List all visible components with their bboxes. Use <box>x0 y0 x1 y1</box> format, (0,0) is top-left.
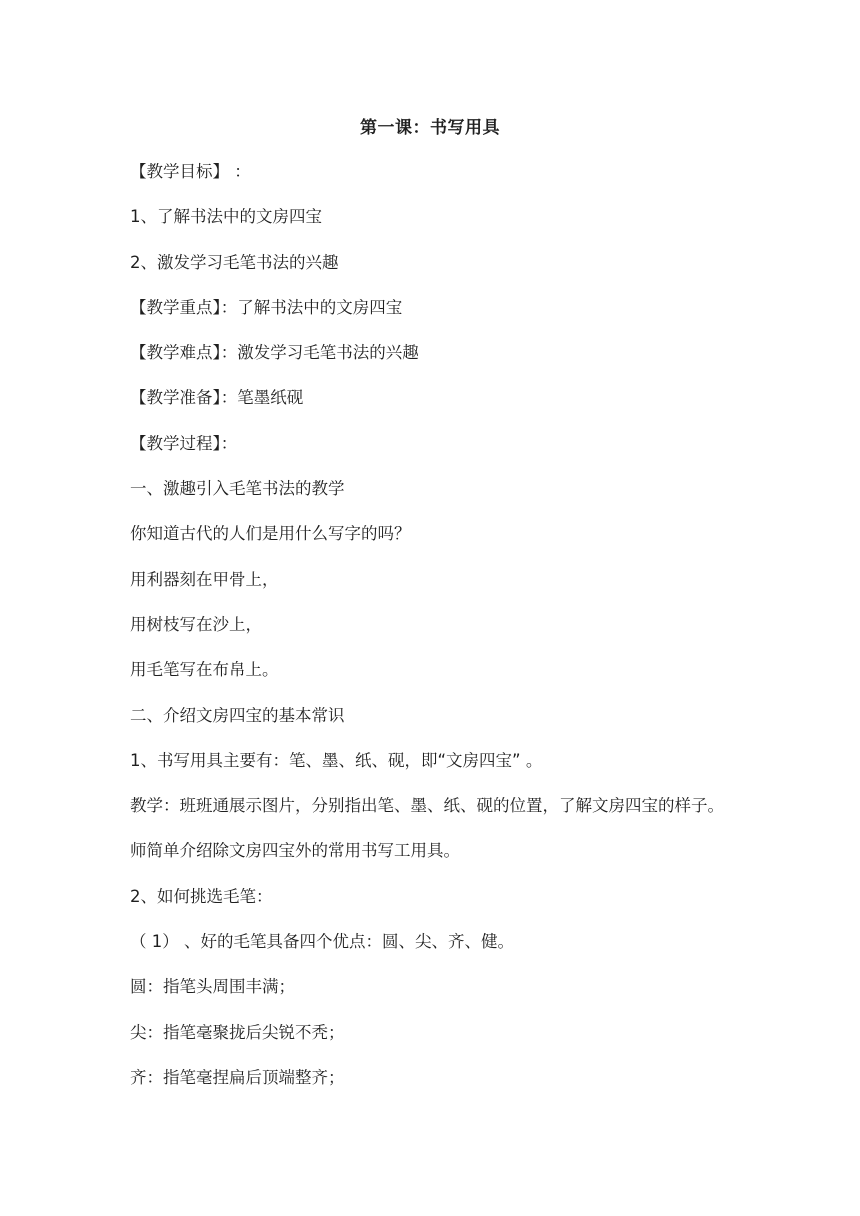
paragraph-brush-advantages: （ 1） 、好的毛笔具备四个优点：圆、尖、齐、健。 <box>130 932 514 952</box>
paragraph-teaching-method: 教学：班班通展示图片，分别指出笔、墨、纸、砚的位置，了解文房四宝的样子。 <box>130 796 724 816</box>
paragraph-choose-brush-heading: 2、如何挑选毛笔： <box>130 886 273 906</box>
paragraph-teaching-preparation: 【教学准备】：笔墨纸砚 <box>130 388 304 408</box>
paragraph-answer-1: 用利器刻在甲骨上， <box>130 569 279 589</box>
paragraph-teaching-difficulty: 【教学难点】：激发学习毛笔书法的兴趣 <box>130 343 419 363</box>
paragraph-section-2-heading: 二、介绍文房四宝的基本常识 <box>130 705 345 725</box>
paragraph-answer-3: 用毛笔写在布帛上。 <box>130 660 279 680</box>
paragraph-section-1-heading: 一、激趣引入毛笔书法的教学 <box>130 479 345 499</box>
lesson-title: 第一课：书写用具 <box>360 118 500 138</box>
paragraph-teaching-process-heading: 【教学过程】： <box>130 433 238 453</box>
paragraph-goal-2: 2、激发学习毛笔书法的兴趣 <box>130 252 339 272</box>
paragraph-sharp: 尖：指笔毫聚拢后尖锐不秃； <box>130 1022 345 1042</box>
paragraph-teaching-focus: 【教学重点】：了解书法中的文房四宝 <box>130 297 403 317</box>
paragraph-even: 齐：指笔毫捏扁后顶端整齐； <box>130 1067 345 1087</box>
paragraph-four-treasures: 1、书写用具主要有：笔、墨、纸、砚，即“文房四宝” 。 <box>130 750 543 770</box>
paragraph-goal-1: 1、了解书法中的文房四宝 <box>130 207 322 227</box>
document-body <box>130 159 830 1110</box>
paragraph-teaching-goals-heading: 【教学目标】 ： <box>130 162 251 181</box>
paragraph-question: 你知道古代的人们是用什么写字的吗？ <box>130 524 411 544</box>
paragraph-round: 圆：指笔头周围丰满； <box>130 977 295 997</box>
paragraph-answer-2: 用树枝写在沙上， <box>130 614 262 634</box>
paragraph-other-tools: 师简单介绍除文房四宝外的常用书写工用具。 <box>130 841 460 861</box>
